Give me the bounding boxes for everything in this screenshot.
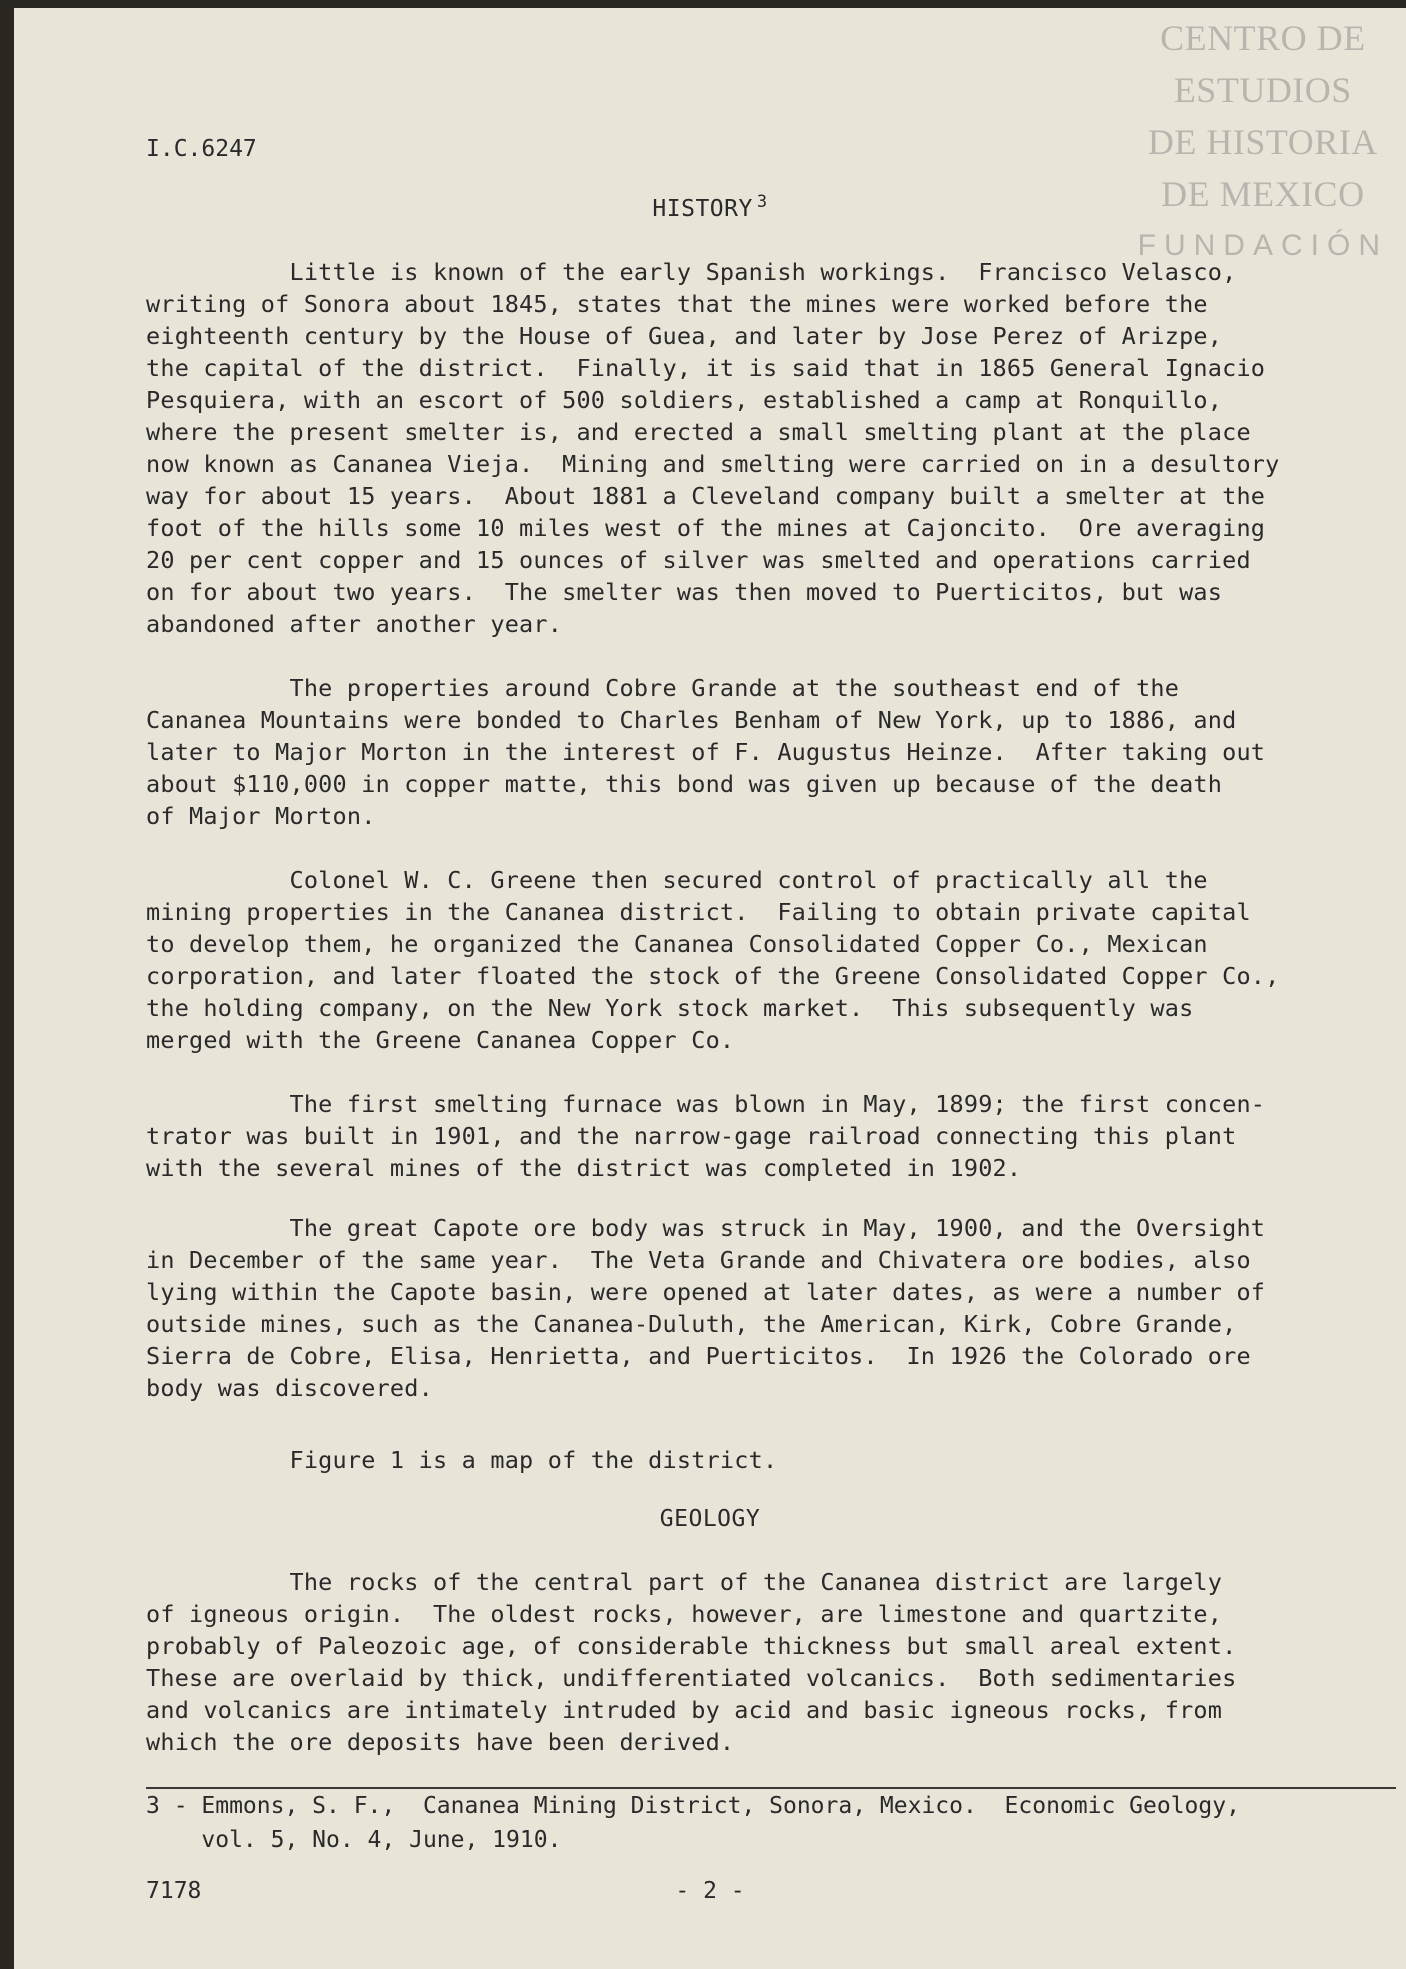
geology-paragraph: The rocks of the central part of the Cananea district are largely of igneous origin. The oldest rocks, however, are limestone and quartzite, probably of Paleozoic age, of considerable thickness but small areal extent. These are overlaid by thick, undifferentiated volcanics. Both sedimentaries and volcanics are intimately intruded by acid and basic igneous rocks, from which the ore deposits have been derived. (146, 1568, 1237, 1756)
watermark-subtitle: FUNDACIÓN (1137, 229, 1388, 262)
history-paragraph: The great Capote ore body was struck in May, 1900, and the Oversight in December of the same year. The Veta Grande and Chivatera ore bodies, also lying within the Capote basin, were opened at later dates, as were a number of outside mines, such as the Cananea-Duluth, the American, Kirk, Cobre Grande, Sierra de Cobre, Elisa, Henrietta, and Puerticitos. In 1926 the Colorado ore body was discovered. (146, 1214, 1266, 1402)
page-id: 7178 (146, 1878, 202, 1904)
page-number: - 2 - (675, 1878, 745, 1904)
footnote: 3 - Emmons, S. F., Cananea Mining District, Sonora, Mexico. Economic Geology, vol. 5, No. 4, June, 1910. (146, 1793, 1240, 1853)
history-paragraph: The properties around Cobre Grande at the southeast end of the Cananea Mountains were bonded to Charles Benham of New York, up to 1886, and later to Major Morton in the interest of F. Augustus Heinze. After taking out about $110,000 in copper matte, this bond was given up because of the death of Major Morton. (146, 674, 1266, 830)
history-paragraph: Colonel W. C. Greene then secured control of practically all the mining properties in the Cananea district. Failing to obtain private capital to develop them, he organized the Cananea Consolidated Copper Co., Mexican corporation, and later floated the stock of the Greene Consolidated Copper Co., the holding company, on the New York stock market. This subsequently was merged with the Greene Cananea Copper Co. (146, 866, 1280, 1054)
history-heading-text: HISTORY (652, 196, 753, 222)
archive-watermark (1138, 12, 1388, 266)
footnote-marker: 3 (756, 192, 768, 212)
watermark-line: CENTRO DE (1160, 18, 1366, 58)
history-paragraph: Figure 1 is a map of the district. (146, 1446, 778, 1474)
watermark-line: ESTUDIOS (1173, 70, 1352, 110)
watermark-line: DE HISTORIA (1147, 122, 1378, 162)
history-paragraph: Little is known of the early Spanish workings. Francisco Velasco, writing of Sonora about 1845, states that the mines were worked before the eighteenth century by the House of Guea, and later by Jose Perez of Arizpe, the capital of the district. Finally, it is said that in 1865 General Ignacio Pesquiera, with an escort of 500 soldiers, established a camp at Ronquillo, where the present smelter is, and erected a small smelting plant at the place now known as Cananea Vieja. Mining and smelting were carried on in a desultory way for about 15 years. About 1881 a Cleveland company built a smelter at the foot of the hills some 10 miles west of the mines at Cajoncito. Ore averaging 20 per cent copper and 15 ounces of silver was smelted and operations carried on for about two years. The smelter was then moved to Puerticitos, but was abandoned after another year. (146, 258, 1280, 638)
history-paragraph: The first smelting furnace was blown in May, 1899; the first concen- trator was built in 1901, and the narrow-gage railroad connecting this plant with the several mines of the district was completed in 1902. (146, 1090, 1266, 1182)
history-heading (14, 192, 1406, 222)
geology-heading: GEOLOGY (659, 1506, 761, 1532)
document-code: I.C.6247 (146, 136, 257, 162)
watermark-line: DE MEXICO (1161, 174, 1365, 214)
document-page (14, 8, 1406, 1969)
